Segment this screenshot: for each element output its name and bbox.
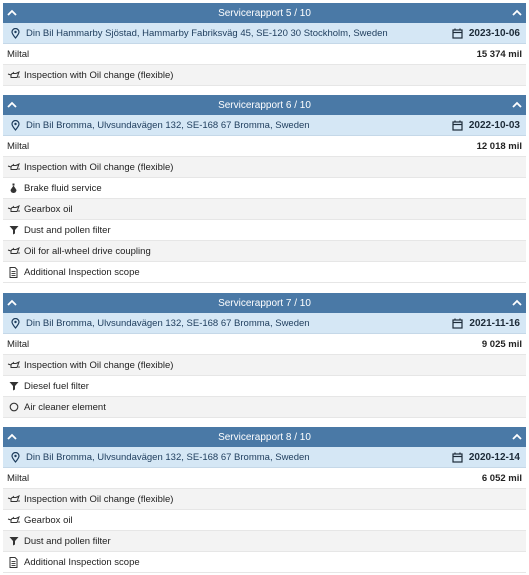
- service-item-label: Inspection with Oil change (flexible): [24, 161, 174, 173]
- workshop-address-text: Din Bil Bromma, Ulvsundavägen 132, SE-168 67 Bromma, Sweden: [26, 451, 310, 463]
- service-date-text: 2023-10-06: [468, 27, 520, 39]
- workshop-row: [3, 447, 526, 468]
- brake-fluid-icon: [7, 183, 20, 194]
- service-date: [451, 452, 520, 463]
- mileage-row: [3, 468, 526, 489]
- mileage-label: Miltal: [7, 338, 30, 350]
- workshop-address: [9, 318, 451, 329]
- mileage-row: [3, 334, 526, 355]
- service-item-content: [7, 246, 151, 257]
- service-item-label: Gearbox oil: [24, 514, 73, 526]
- workshop-row: [3, 115, 526, 136]
- service-item-content: [7, 536, 111, 547]
- service-item-label: Air cleaner element: [24, 401, 106, 413]
- service-date-text: 2020-12-14: [468, 451, 520, 463]
- chevron-up-icon[interactable]: [6, 297, 18, 309]
- service-item-content: [7, 70, 173, 81]
- mileage-row: [3, 44, 526, 65]
- service-date-text: 2022-10-03: [468, 119, 520, 131]
- service-date: [451, 120, 520, 131]
- calendar-icon: [451, 318, 464, 329]
- chevron-up-icon[interactable]: [6, 99, 18, 111]
- mileage-label: Miltal: [7, 48, 30, 60]
- mileage-value: 12 018 mil: [476, 140, 522, 152]
- oil-can-icon: [7, 494, 20, 505]
- service-report: [3, 293, 526, 418]
- service-report: [3, 427, 526, 573]
- chevron-up-icon[interactable]: [511, 297, 523, 309]
- chevron-up-icon[interactable]: [511, 7, 523, 19]
- location-pin-icon: [9, 452, 22, 463]
- service-item: [3, 157, 526, 178]
- workshop-address: [9, 28, 451, 39]
- report-header[interactable]: [3, 3, 526, 23]
- mileage-value: 9 025 mil: [481, 338, 522, 350]
- oil-can-icon: [7, 162, 20, 173]
- chevron-up-icon[interactable]: [6, 7, 18, 19]
- oil-can-icon: [7, 246, 20, 257]
- service-item-label: Inspection with Oil change (flexible): [24, 359, 174, 371]
- service-item: [3, 510, 526, 531]
- service-item-content: [7, 494, 173, 505]
- service-item: [3, 199, 526, 220]
- workshop-address: [9, 452, 451, 463]
- workshop-address-text: Din Bil Bromma, Ulvsundavägen 132, SE-168 67 Bromma, Sweden: [26, 317, 310, 329]
- service-item: [3, 65, 526, 86]
- chevron-up-icon[interactable]: [511, 99, 523, 111]
- service-item-label: Brake fluid service: [24, 182, 102, 194]
- report-header[interactable]: [3, 95, 526, 115]
- service-item-label: Gearbox oil: [24, 203, 73, 215]
- oil-can-icon: [7, 204, 20, 215]
- service-item-content: [7, 225, 111, 236]
- service-item: [3, 262, 526, 283]
- service-item: [3, 552, 526, 573]
- service-item-content: [7, 267, 140, 278]
- service-item-content: [7, 162, 173, 173]
- workshop-address-text: Din Bil Bromma, Ulvsundavägen 132, SE-168 67 Bromma, Sweden: [26, 119, 310, 131]
- service-item-content: [7, 381, 89, 392]
- service-item: [3, 220, 526, 241]
- filter-icon: [7, 225, 20, 236]
- service-item-content: [7, 557, 140, 568]
- service-item-content: [7, 204, 73, 215]
- chevron-up-icon[interactable]: [511, 431, 523, 443]
- oil-can-icon: [7, 70, 20, 81]
- calendar-icon: [451, 452, 464, 463]
- service-item-label: Diesel fuel filter: [24, 380, 89, 392]
- service-item-label: Dust and pollen filter: [24, 224, 111, 236]
- oil-can-icon: [7, 360, 20, 371]
- service-item-content: [7, 183, 102, 194]
- service-item-label: Inspection with Oil change (flexible): [24, 493, 174, 505]
- mileage-value: 6 052 mil: [481, 472, 522, 484]
- mileage-value: 15 374 mil: [476, 48, 522, 60]
- service-item: [3, 376, 526, 397]
- report-title: Servicerapport 8 / 10: [218, 431, 311, 443]
- report-title: Servicerapport 7 / 10: [218, 297, 311, 309]
- service-item: [3, 178, 526, 199]
- workshop-row: [3, 23, 526, 44]
- service-item-label: Additional Inspection scope: [24, 556, 140, 568]
- service-item-label: Additional Inspection scope: [24, 266, 140, 278]
- report-header[interactable]: [3, 293, 526, 313]
- location-pin-icon: [9, 318, 22, 329]
- service-item: [3, 241, 526, 262]
- service-item: [3, 531, 526, 552]
- workshop-address-text: Din Bil Hammarby Sjöstad, Hammarby Fabriksväg 45, SE-120 30 Stockholm, Sweden: [26, 27, 388, 39]
- workshop-row: [3, 313, 526, 334]
- air-cleaner-icon: [7, 402, 20, 413]
- service-item-label: Dust and pollen filter: [24, 535, 111, 547]
- service-item-content: [7, 360, 173, 371]
- report-title: Servicerapport 5 / 10: [218, 7, 311, 19]
- report-header[interactable]: [3, 427, 526, 447]
- report-title: Servicerapport 6 / 10: [218, 99, 311, 111]
- service-report: [3, 3, 526, 86]
- service-item: [3, 397, 526, 418]
- service-item: [3, 355, 526, 376]
- document-icon: [7, 267, 20, 278]
- service-date: [451, 318, 520, 329]
- workshop-address: [9, 120, 451, 131]
- location-pin-icon: [9, 28, 22, 39]
- chevron-up-icon[interactable]: [6, 431, 18, 443]
- service-date: [451, 28, 520, 39]
- service-report: [3, 95, 526, 283]
- service-item-label: Inspection with Oil change (flexible): [24, 69, 174, 81]
- service-date-text: 2021-11-16: [469, 317, 520, 329]
- document-icon: [7, 557, 20, 568]
- mileage-row: [3, 136, 526, 157]
- filter-icon: [7, 381, 20, 392]
- calendar-icon: [451, 120, 464, 131]
- service-item-label: Oil for all-wheel drive coupling: [24, 245, 151, 257]
- mileage-label: Miltal: [7, 472, 30, 484]
- service-item-content: [7, 515, 73, 526]
- oil-can-icon: [7, 515, 20, 526]
- filter-icon: [7, 536, 20, 547]
- service-item: [3, 489, 526, 510]
- mileage-label: Miltal: [7, 140, 30, 152]
- service-item-content: [7, 402, 106, 413]
- calendar-icon: [451, 28, 464, 39]
- location-pin-icon: [9, 120, 22, 131]
